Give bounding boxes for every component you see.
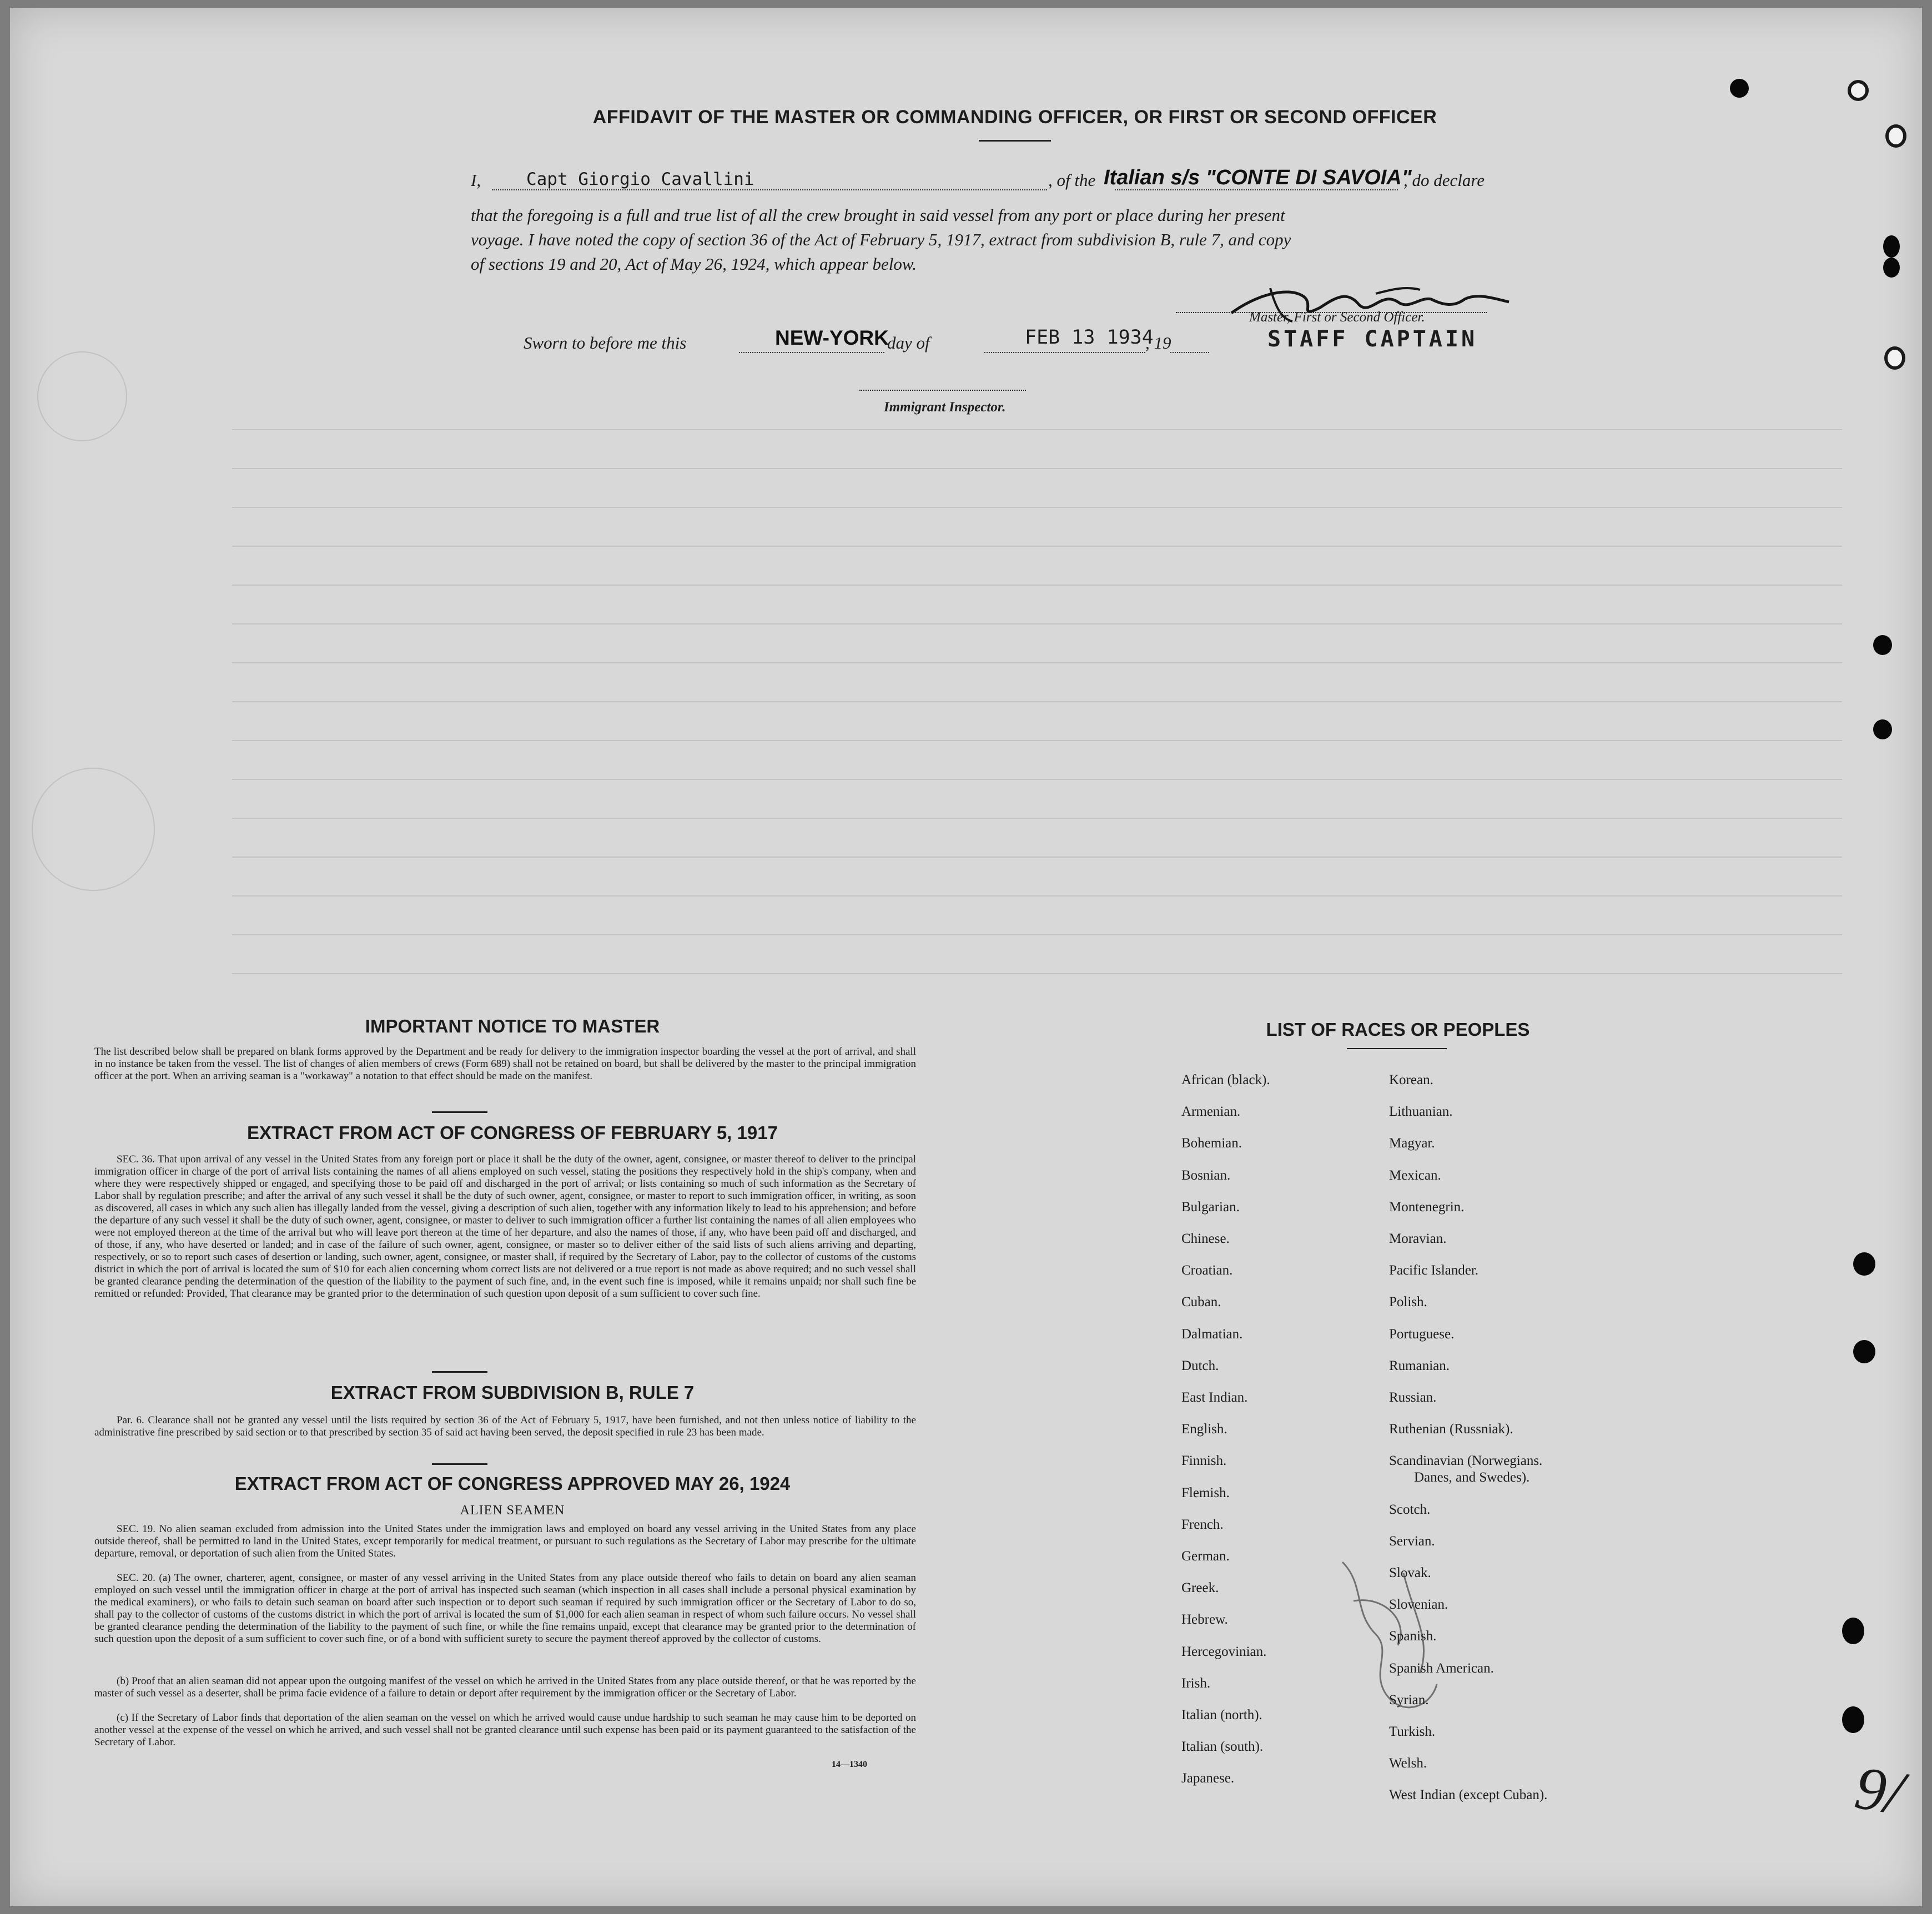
rule-7-text: Par. 6. Clearance shall not be granted any vessel until the lists required by section 36 of the Act of February 5, 1917, have been furnished, and not then unless notice of liability to the administrative fine prescribed by said section or to that prescribed by section 35 of said act having been served, the deposit specified in rule 23 has been made.	[94, 1414, 916, 1438]
do-declare-label: , do declare	[1403, 170, 1485, 190]
i-label: I,	[471, 170, 481, 190]
race-item: French.	[1181, 1517, 1224, 1532]
binder-hole	[1873, 719, 1892, 739]
sworn-place: NEW-YORK	[775, 326, 889, 349]
races-divider	[1347, 1048, 1447, 1049]
binder-hole	[1884, 346, 1905, 370]
master-name: Capt Giorgio Cavallini	[526, 169, 754, 189]
binder-hole	[1842, 1618, 1864, 1644]
sworn-label: Sworn to before me this	[524, 333, 687, 352]
race-item: Turkish.	[1389, 1724, 1436, 1739]
rule-7-title: EXTRACT FROM SUBDIVISION B, RULE 7	[330, 1382, 695, 1403]
race-item: Bulgarian.	[1181, 1199, 1240, 1215]
notice-text: The list described below shall be prepared on blank forms approved by the Department and be ready for delivery to the immigration inspector boarding the vessel at the port of arrival, and shall in no instance be taken from the vessel. The list of changes of alien members of crews (Form 689) shall not be retained on board, but shall be delivered by the master to the principal immigration officer at the port. When an arriving seaman is a "workaway" a notation to that effect should be made on the manifest.	[94, 1046, 916, 1082]
act-1924-sec-20a: SEC. 20. (a) The owner, charterer, agent, consignee, or master of any vessel arriving in the United States from any place outside thereof who fails to detain on board any alien seaman employed on such vessel until the immigration officer in charge at the port of arrival has inspected such seaman (which inspection in all cases shall include a personal physical examination by the medical examiners), or who fails to detain such seaman on board after such inspection or to deport such seaman if required by such immigration officer or the Secretary of Labor to do so, shall pay to the collector of customs of the customs district in which the port of arrival is located the sum of $1,000 for each alien seaman in respect of whom such failure occurs. No vessel shall be granted clearance pending the determination of the liability to the payment of such fine, or while the fine remains unpaid, except that clearance may be granted prior to the determination of such question upon the deposit of a sum sufficient to cover such fine, or of a bond with sufficient surety to secure the payment thereof approved by the collector of customs.	[94, 1572, 916, 1645]
race-item: Italian (north).	[1181, 1708, 1262, 1722]
race-item: Pacific Islander.	[1389, 1263, 1479, 1278]
section-divider	[432, 1371, 487, 1373]
of-the-label: , of the	[1048, 170, 1096, 190]
race-item: Korean.	[1389, 1072, 1433, 1087]
act-1917-title: EXTRACT FROM ACT OF CONGRESS OF FEBRUARY 5, 1917	[247, 1122, 778, 1143]
affidavit-line-2: that the foregoing is a full and true list of all the crew brought in said vessel from any port or place during her present	[471, 205, 1285, 225]
race-item: Scandinavian (Norwegians.	[1389, 1453, 1543, 1469]
notice-title: IMPORTANT NOTICE TO MASTER	[365, 1016, 660, 1036]
race-item: Dutch.	[1181, 1358, 1219, 1373]
race-item: Japanese.	[1181, 1771, 1235, 1786]
race-item: Rumanian.	[1389, 1358, 1450, 1373]
race-item: English.	[1181, 1422, 1227, 1437]
race-item: Lithuanian.	[1389, 1104, 1453, 1120]
race-item: Cuban.	[1181, 1295, 1221, 1310]
master-caption: Master, First or Second Officer.	[1249, 310, 1425, 325]
race-item: Russian.	[1389, 1390, 1437, 1405]
act-1924-sec-20c: (c) If the Secretary of Labor finds that deportation of the alien seaman on the vessel on which he arrived would cause undue hardship to such seaman he may cause him to be deported on another vessel at the expense of the vessel on which he arrived, and such vessel shall not be granted clearance until such expense has been paid or its payment guaranteed to the satisfaction of the Secretary of Labor.	[94, 1712, 916, 1748]
act-1924-sec-19: SEC. 19. No alien seaman excluded from admission into the United States under the immigration laws and employed on board any vessel arriving in the United States from any place outside thereof, shall be permitted to land in the United States, except temporarily for medical treatment, or pursuant to such regulations as the Secretary of Labor may prescribe for the ultimate departure, removal, or deportation of such alien from the United States.	[94, 1523, 916, 1559]
act-1917-text: SEC. 36. That upon arrival of any vessel in the United States from any foreign port or place it shall be the duty of the owner, agent, consignee, or master thereof to deliver to the principal immigration officer in charge of the port of arrival lists containing the names of all aliens employed on such vessel, stating the positions they respectively hold in the ship's company, when and where they were respectively shipped or engaged, and specifying those to be paid off and discharged in the port of arrival; or lists containing so much of such information as the Secretary of Labor shall by regulation prescribe; and after the arrival of any such vessel it shall be the duty of such owner, agent, consignee, or master to report to such immigration officer, in writing, as soon as discovered, all cases in which any such alien has illegally landed from the vessel, giving a description of such alien, together with any information likely to lead to his apprehension; and before the departure of any such vessel it shall be the duty of such owner, agent, consignee, or master to deliver to such immigration officer a further list containing the names of all alien employees who were not employed thereon at the time of the arrival but who will leave port thereon at the time of her departure, and also the names of those, if any, who have been paid off and discharged, and of those, if any, who have deserted or landed; and in case of the failure of such owner, agent, consignee, or master so to deliver either of the said lists of such aliens arriving and departing, respectively, or so to report such cases of desertion or landing, such owner, agent, consignee, or master shall, if required by the Secretary of Labor, pay to the collector of customs of the customs district in which the port of arrival is located the sum of $10 for each alien concerning whom correct lists are not delivered or a true report is not made as above required; and no such vessel shall be granted clearance pending the determination of the question of the liability to the payment of such fine, and, in the event such fine is imposed, while it remains unpaid; nor shall such fine be remitted or refunded: Provided, That clearance may be granted prior to the determination of such question upon deposit of a sum sufficient to cover such fine.	[94, 1154, 916, 1299]
race-item: Slovenian.	[1389, 1597, 1448, 1613]
date-stamp: FEB 13 1934	[1025, 326, 1154, 349]
race-item: African (black).	[1181, 1072, 1270, 1087]
margin-handwriting: 9/	[1850, 1753, 1908, 1827]
binder-hole	[1842, 1706, 1864, 1733]
affidavit-line-4: of sections 19 and 20, Act of May 26, 1924, which appear below.	[471, 254, 917, 274]
race-item: Montenegrin.	[1389, 1199, 1465, 1215]
race-item: Bohemian.	[1181, 1136, 1242, 1151]
title-divider	[979, 140, 1051, 142]
race-item: Mexican.	[1389, 1167, 1441, 1183]
race-item: Scotch.	[1389, 1502, 1431, 1517]
binder-hole	[1853, 1340, 1875, 1363]
binder-hole	[1848, 80, 1869, 101]
race-item: Ruthenian (Russniak).	[1389, 1422, 1513, 1437]
race-item: Hebrew.	[1181, 1612, 1228, 1628]
year-label: , 19	[1145, 333, 1171, 352]
act-1924-sec-20b: (b) Proof that an alien seaman did not appear upon the outgoing manifest of the vessel on which he arrived in the United States from any place outside thereof, or that he was reported by the master of such vessel as a deserter, shall be prima facie evidence of a failure to detain or deport after requirement by the immigration officer or the Secretary of Labor.	[94, 1675, 916, 1699]
year-field-line	[1170, 326, 1209, 353]
race-item: Servian.	[1389, 1533, 1435, 1549]
form-number: 14—1340	[832, 1760, 867, 1769]
act-1924-title: EXTRACT FROM ACT OF CONGRESS APPROVED MAY 26, 1924	[234, 1473, 791, 1494]
race-item: Magyar.	[1389, 1136, 1435, 1151]
staff-captain-stamp: STAFF CAPTAIN	[1267, 326, 1478, 352]
binder-hole	[1883, 235, 1900, 258]
affidavit-line-1	[471, 166, 1526, 194]
section-divider	[432, 1463, 487, 1465]
race-item: Hercegovinian.	[1181, 1644, 1267, 1659]
race-item: Slovak.	[1389, 1565, 1431, 1580]
binder-hole	[1883, 258, 1900, 278]
vessel-name: Italian s/s "CONTE DI SAVOIA"	[1104, 166, 1412, 189]
affidavit-title: AFFIDAVIT OF THE MASTER OR COMMANDING OFFICER, OR FIRST OR SECOND OFFICER	[592, 107, 1437, 128]
affidavit-line-3: voyage. I have noted the copy of section 36 of the Act of February 5, 1917, extract from subdivision B, rule 7, and copy	[471, 230, 1291, 249]
race-item: Syrian.	[1389, 1692, 1429, 1708]
race-item: Polish.	[1389, 1295, 1427, 1310]
race-item: Portuguese.	[1389, 1326, 1455, 1342]
binder-hole	[1853, 1252, 1875, 1276]
day-of-label: day of	[887, 333, 930, 352]
binder-hole	[1873, 635, 1892, 655]
race-item: Dalmatian.	[1181, 1326, 1243, 1342]
inspector-caption: Immigrant Inspector.	[884, 400, 1006, 415]
sworn-line	[524, 326, 1245, 354]
document-page	[10, 8, 1922, 1906]
race-item: Irish.	[1181, 1675, 1211, 1691]
binder-hole	[1730, 79, 1749, 98]
race-item: Croatian.	[1181, 1263, 1233, 1278]
race-item: Spanish.	[1389, 1629, 1437, 1644]
race-item: East Indian.	[1181, 1390, 1248, 1405]
race-item: Flemish.	[1181, 1485, 1230, 1500]
races-title: LIST OF RACES OR PEOPLES	[1266, 1019, 1530, 1040]
race-item: West Indian (except Cuban).	[1389, 1787, 1548, 1803]
race-item: Armenian.	[1181, 1104, 1241, 1120]
inspector-signature-line	[859, 390, 1026, 391]
race-item: Danes, and Swedes).	[1414, 1470, 1530, 1485]
race-item: Spanish American.	[1389, 1660, 1494, 1676]
alien-seamen-subtitle: ALIEN SEAMEN	[460, 1503, 565, 1518]
race-item: Finnish.	[1181, 1453, 1227, 1469]
binder-hole	[1885, 124, 1906, 148]
race-item: Moravian.	[1389, 1231, 1447, 1246]
race-item: Greek.	[1181, 1580, 1219, 1596]
race-item: Bosnian.	[1181, 1167, 1231, 1183]
race-item: Italian (south).	[1181, 1739, 1264, 1755]
race-item: Chinese.	[1181, 1231, 1230, 1246]
section-divider	[432, 1111, 487, 1113]
race-item: German.	[1181, 1549, 1230, 1564]
race-item: Welsh.	[1389, 1756, 1427, 1771]
